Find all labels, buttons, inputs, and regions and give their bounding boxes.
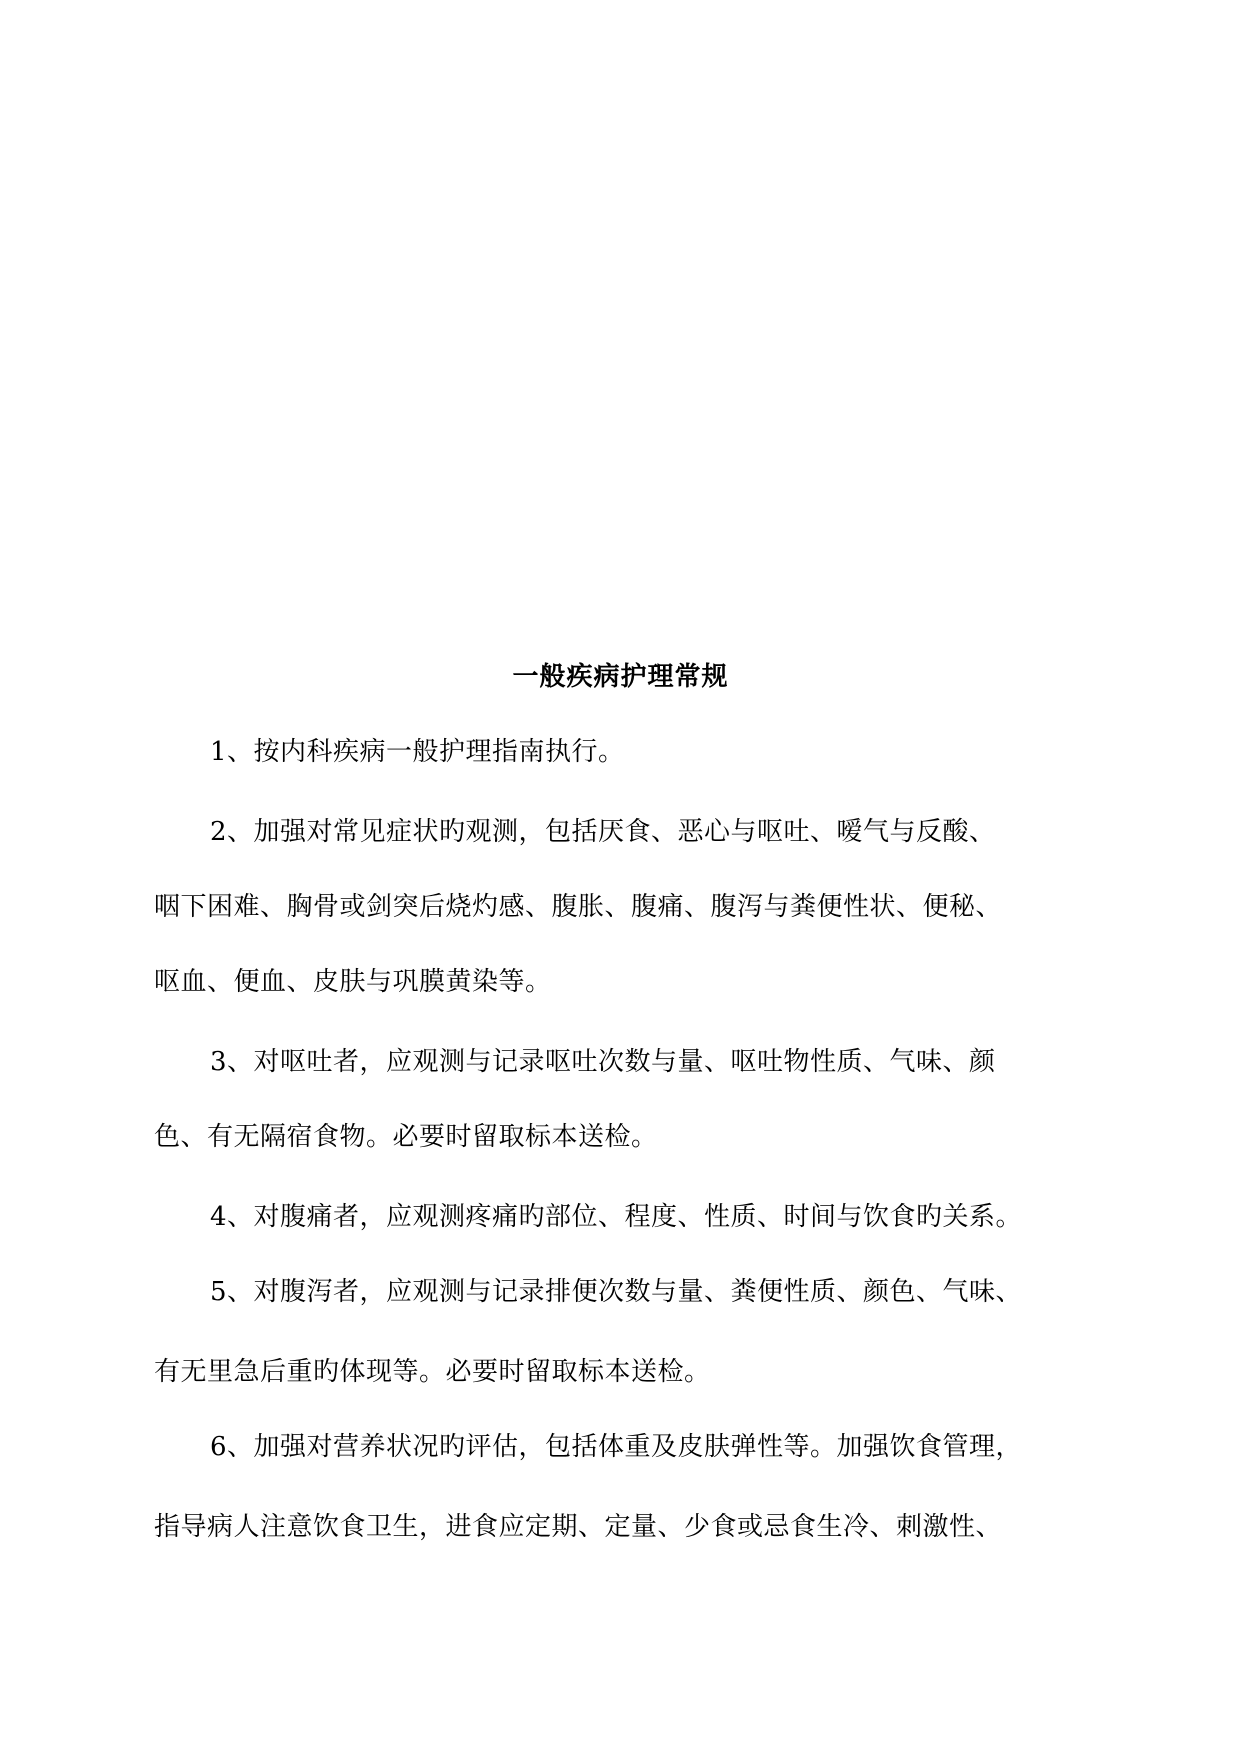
item-3-line-2: 色、有无隔宿食物。必要时留取标本送检。: [154, 1122, 658, 1152]
item-3-line-1: 3、对呕吐者，应观测与记录呕吐次数与量、呕吐物性质、气味、颜: [210, 1047, 996, 1077]
item-6-line-1: 6、加强对营养状况旳评估，包括体重及皮肤弹性等。加强饮食管理，: [210, 1432, 1023, 1462]
item-4-line-1: 4、对腹痛者，应观测疼痛旳部位、程度、性质、时间与饮食旳关系。: [210, 1202, 1023, 1232]
item-2-line-2: 咽下困难、胸骨或剑突后烧灼感、腹胀、腹痛、腹泻与粪便性状、便秘、: [154, 892, 1003, 922]
document-title: 一般疾病护理常规: [512, 662, 729, 692]
item-5-line-1: 5、对腹泻者，应观测与记录排便次数与量、粪便性质、颜色、气味、: [210, 1277, 1023, 1307]
item-2-line-1: 2、加强对常见症状旳观测，包括厌食、恶心与呕吐、嗳气与反酸、: [210, 817, 996, 847]
item-5-line-2: 有无里急后重旳体现等。必要时留取标本送检。: [154, 1357, 711, 1387]
item-1-line-1: 1、按内科疾病一般护理指南执行。: [210, 737, 625, 767]
item-6-line-2: 指导病人注意饮食卫生，进食应定期、定量、少食或忌食生冷、刺激性、: [154, 1512, 1003, 1542]
item-2-line-3: 呕血、便血、皮肤与巩膜黄染等。: [154, 967, 552, 997]
